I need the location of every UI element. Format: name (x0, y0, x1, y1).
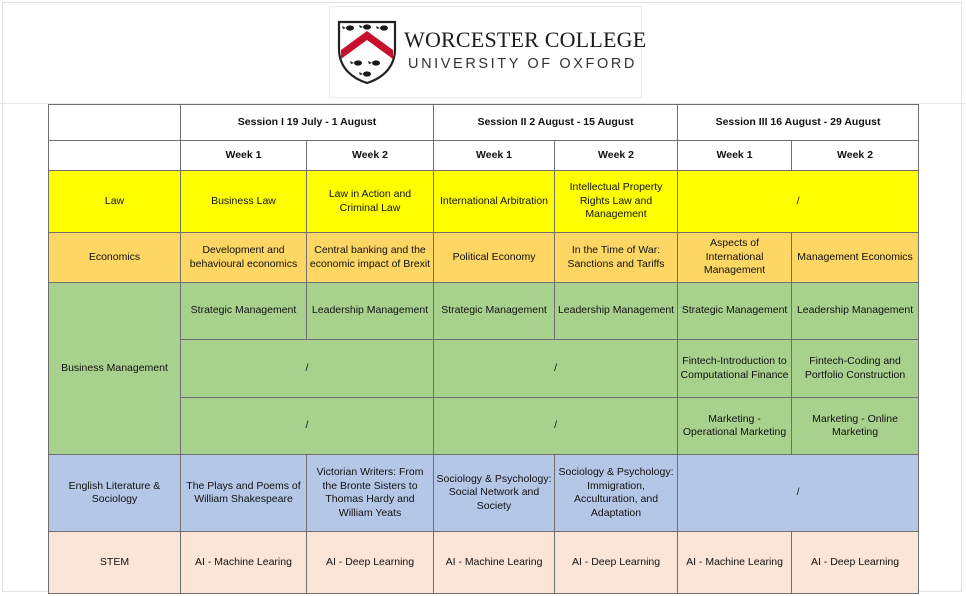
schedule-table (48, 104, 919, 594)
course-cell: Development and behavioural economics (181, 233, 307, 283)
week-header: Week 2 (555, 141, 678, 171)
subject-label: Economics (49, 233, 181, 283)
session-header: Session I 19 July - 1 August (181, 105, 434, 141)
corner-cell (49, 105, 181, 141)
subject-label: Law (49, 171, 181, 233)
course-cell: AI - Deep Learning (555, 532, 678, 594)
college-name: WORCESTER COLLEGE (404, 27, 647, 52)
course-cell: Sociology & Psychology: Immigration, Acculturation, and Adaptation (555, 455, 678, 532)
course-cell: Management Economics (792, 233, 919, 283)
college-crest-icon (336, 19, 398, 85)
course-cell: Intellectual Property Rights Law and Management (555, 171, 678, 233)
course-cell: Law in Action and Criminal Law (307, 171, 434, 233)
course-cell: Marketing - Operational Marketing (678, 398, 792, 455)
course-cell: Victorian Writers: From the Bronte Sisters to Thomas Hardy and William Yeats (307, 455, 434, 532)
empty-cell: / (434, 398, 678, 455)
empty-cell: / (678, 455, 919, 532)
course-cell: Strategic Management (678, 283, 792, 340)
corner-cell (49, 141, 181, 171)
session-header: Session III 16 August - 29 August (678, 105, 919, 141)
course-cell: Leadership Management (792, 283, 919, 340)
week-header: Week 1 (434, 141, 555, 171)
subject-label: STEM (49, 532, 181, 594)
college-logo (329, 6, 647, 98)
course-cell: Marketing - Online Marketing (792, 398, 919, 455)
empty-cell: / (181, 398, 434, 455)
law-row (49, 171, 919, 233)
week-header: Week 1 (678, 141, 792, 171)
course-cell: Sociology & Psychology: Social Network and Society (434, 455, 555, 532)
course-cell: AI - Machine Learing (678, 532, 792, 594)
course-cell: Central banking and the economic impact of Brexit (307, 233, 434, 283)
course-cell: Strategic Management (434, 283, 555, 340)
course-cell: AI - Machine Learing (434, 532, 555, 594)
empty-cell: / (181, 340, 434, 398)
course-cell: Political Economy (434, 233, 555, 283)
course-cell: Fintech-Introduction to Computational Finance (678, 340, 792, 398)
course-cell: AI - Machine Learing (181, 532, 307, 594)
course-cell: The Plays and Poems of William Shakespeare (181, 455, 307, 532)
subject-label: Business Management (49, 283, 181, 455)
course-cell: Leadership Management (307, 283, 434, 340)
business-row-1 (49, 283, 919, 340)
economics-row (49, 233, 919, 283)
english-row (49, 455, 919, 532)
empty-cell: / (678, 171, 919, 233)
course-cell: AI - Deep Learning (307, 532, 434, 594)
course-cell: Leadership Management (555, 283, 678, 340)
stem-row (49, 532, 919, 594)
session-header-row (49, 105, 919, 141)
empty-cell: / (434, 340, 678, 398)
session-header: Session II 2 August - 15 August (434, 105, 678, 141)
university-name: UNIVERSITY OF OXFORD (408, 56, 637, 72)
course-cell: Aspects of International Management (678, 233, 792, 283)
subject-label: English Literature & Sociology (49, 455, 181, 532)
week-header: Week 2 (792, 141, 919, 171)
course-cell: International Arbitration (434, 171, 555, 233)
week-header-row (49, 141, 919, 171)
week-header: Week 2 (307, 141, 434, 171)
course-cell: In the Time of War: Sanctions and Tariffs (555, 233, 678, 283)
course-cell: AI - Deep Learning (792, 532, 919, 594)
week-header: Week 1 (181, 141, 307, 171)
course-cell: Business Law (181, 171, 307, 233)
course-cell: Strategic Management (181, 283, 307, 340)
course-cell: Fintech-Coding and Portfolio Construction (792, 340, 919, 398)
